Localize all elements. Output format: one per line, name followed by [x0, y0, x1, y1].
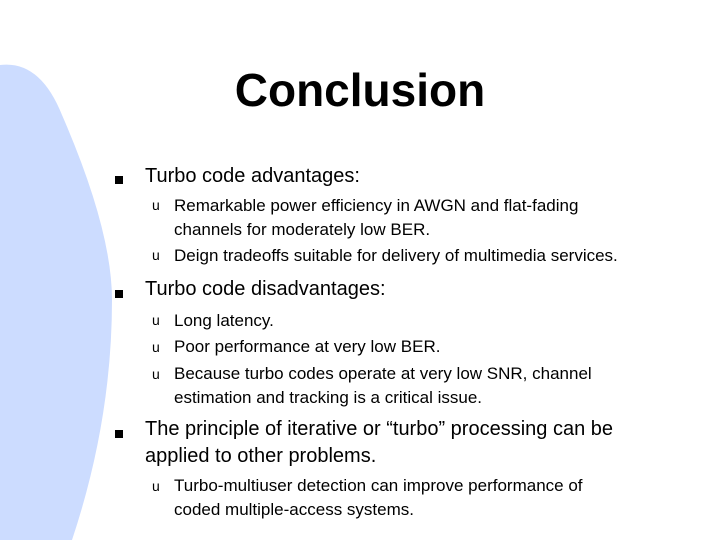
bullet-principle-line: The principle of iterative or “turbo” processing can be — [145, 418, 614, 440]
diamond-bullet-icon: u — [152, 312, 160, 328]
diamond-bullet-icon: u — [152, 197, 160, 213]
square-bullet-icon — [115, 430, 123, 438]
square-bullet-icon — [115, 176, 123, 184]
bullet-disadvantages: Turbo code disadvantages: — [145, 278, 386, 300]
square-bullet-icon — [115, 290, 123, 298]
diamond-bullet-icon: u — [152, 247, 160, 263]
sub-bullet-line: Long latency. — [174, 311, 274, 330]
diamond-bullet-icon: u — [152, 339, 160, 355]
sub-bullet-line: Remarkable power efficiency in AWGN and flat-fading — [174, 196, 579, 215]
sub-bullet-line: estimation and tracking is a critical issue. — [174, 388, 483, 407]
sub-bullet-line: coded multiple-access systems. — [174, 500, 414, 519]
slide-title: Conclusion — [234, 64, 486, 116]
sub-bullet-line: Deign tradeoffs suitable for delivery of multimedia services. — [174, 246, 618, 265]
bullet-principle-line: applied to other problems. — [145, 445, 377, 467]
sub-bullet-line: Poor performance at very low BER. — [174, 337, 441, 356]
sub-bullet-line: channels for moderately low BER. — [174, 220, 431, 239]
sub-bullet-line: Turbo-multiuser detection can improve performance of — [174, 476, 583, 495]
bullet-advantages: Turbo code advantages: — [145, 165, 360, 187]
diamond-bullet-icon: u — [152, 478, 160, 494]
diamond-bullet-icon: u — [152, 366, 160, 382]
sub-bullet-line: Because turbo codes operate at very low SNR, channel — [174, 364, 592, 383]
